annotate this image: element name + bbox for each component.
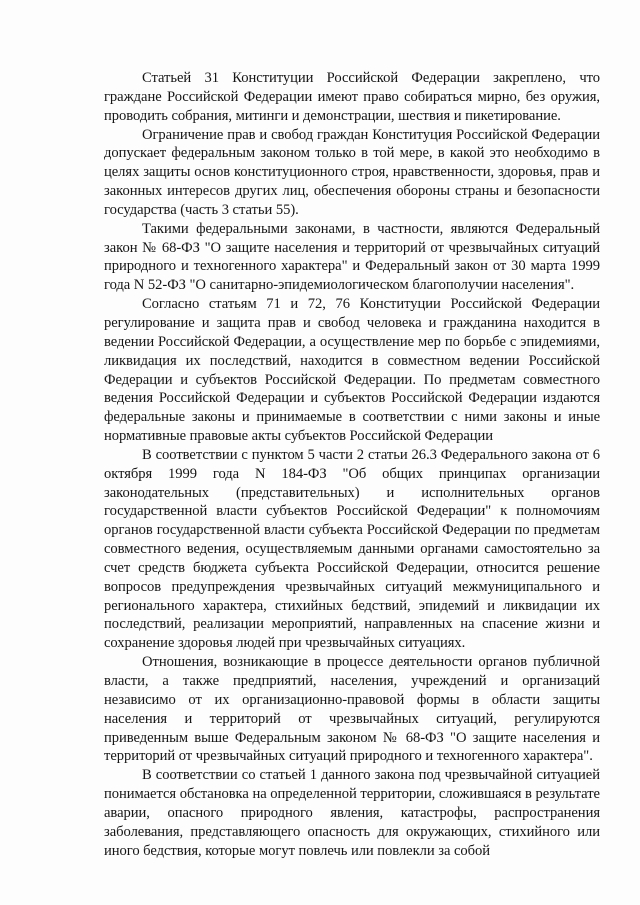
document-body [104,69,600,860]
paragraph-constitution-article-31: Статьей 31 Конституции Российской Федерации закреплено, что граждане Российской Федерации имеют право собираться мирно, без оружия, проводить собрания, митинги и демонстрации, шествия и пикетирование. [104,70,600,124]
paragraph-federal-laws: Такими федеральными законами, в частности, являются Федеральный закон № 68-ФЗ "О защите населения и территорий от чрезвычайных ситуаций природного и техногенного характера" и Федеральный закон от 30 марта 1999 года N 52-ФЗ "О санитарно-эпидемиологическом благополучии населения". [104,220,600,294]
paragraph-law-184-fz: В соответствии с пунктом 5 части 2 статьи 26.3 Федерального закона от 6 октября 1999 года N 184-ФЗ "Об общих принципах организации законодательных (представительных) и исполнительных органов государственной власти субъектов Российской Федерации" к полномочиям органов государственной власти субъекта Российской Федерации по предметам совместного ведения, осуществляемым данными органами самостоятельно за счет средств бюджета субъекта Российской Федерации, относится решение вопросов предупреждения чрезвычайных ситуаций межмуниципального и регионального характера, стихийных бедствий, эпидемий и ликвидации их последствий, реализации мероприятий, направленных на спасение жизни и сохранение здоровья людей при чрезвычайных ситуациях. [104,446,600,652]
paragraph-joint-jurisdiction: Согласно статьям 71 и 72, 76 Конституции Российской Федерации регулирование и защита прав и свобод человека и гражданина находится в ведении Российской Федерации, а осуществление мер по борьбе с эпидемиями, ликвидация их последствий, находится в совместном ведении Российской Федерации и субъектов Российской Федерации. По предметам совместного ведения Российской Федерации и субъектов Российской Федерации издаются федеральные законы и принимаемые в соответствии с ними законы и иные нормативные правовые акты субъектов Российской Федерации [104,296,600,445]
paragraph-rights-restriction: Ограничение прав и свобод граждан Конституция Российской Федерации допускает федеральным законом только в той мере, в какой это необходимо в целях защиты основ конституционного строя, нравственности, здоровья, прав и законных интересов других лиц, обеспечения обороны страны и безопасности государства (часть 3 статьи 55). [104,126,600,218]
paragraph-law-68-fz-relations: Отношения, возникающие в процессе деятельности органов публичной власти, а также предприятий, населения, учреждений и организаций независимо от их организационно-правовой формы в области защиты населения и территорий от чрезвычайных ситуаций, регулируются приведенным выше Федеральным законом № 68-ФЗ "О защите населения и территорий от чрезвычайных ситуаций природного и техногенного характера". [104,654,600,765]
paragraph-emergency-definition: В соответствии со статьей 1 данного закона под чрезвычайной ситуацией понимается обстановка на определенной территории, сложившаяся в результате аварии, опасного природного явления, катастрофы, распространения заболевания, представляющего опасность для окружающих, стихийного или иного бедствия, которые могут повлечь или повлекли за собой [104,767,600,859]
